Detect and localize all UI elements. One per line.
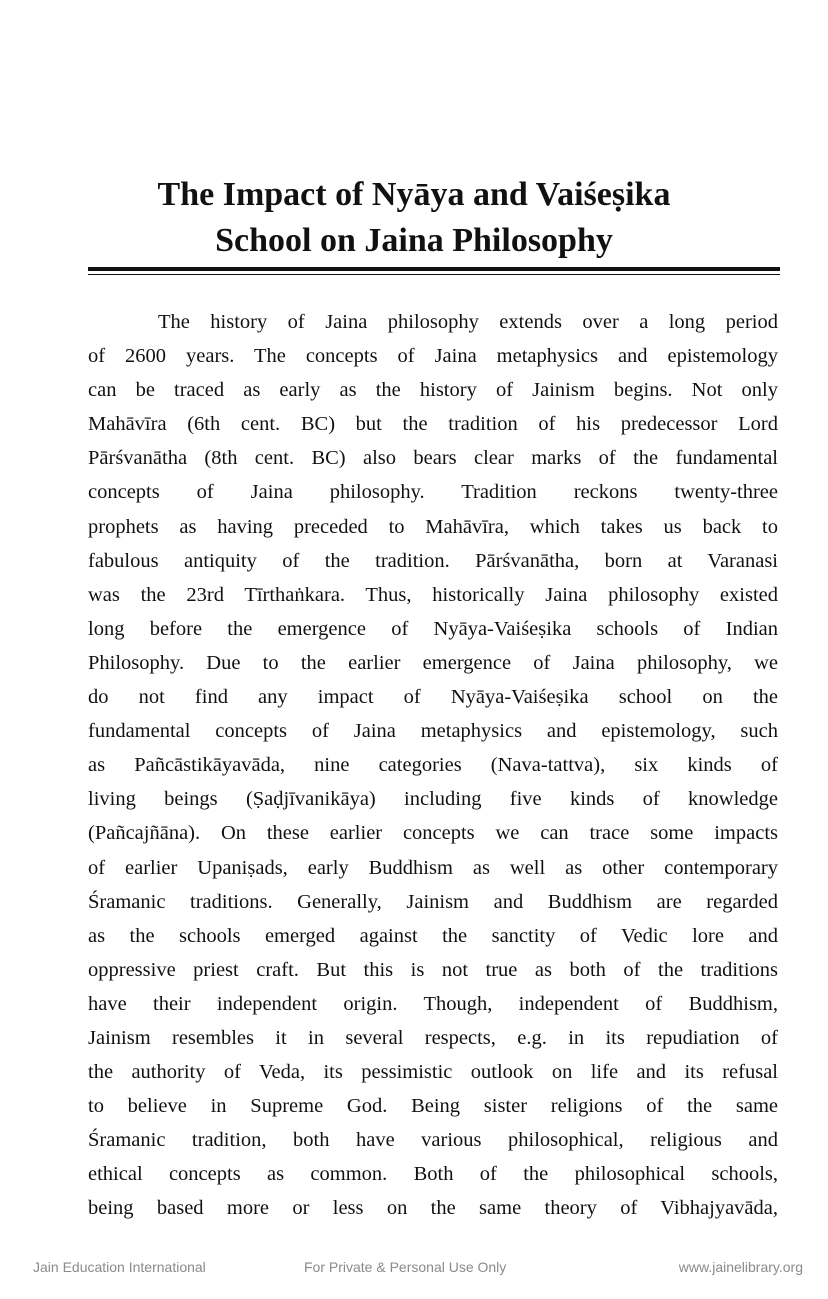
text-line: oppressive priest craft. But this is not true as both of the traditions xyxy=(88,958,778,981)
title-rule-thick xyxy=(88,267,780,271)
page-footer xyxy=(0,1259,828,1279)
text-line: to believe in Supreme God. Being sister religions of the same xyxy=(88,1095,778,1118)
footer-usage-note: For Private & Personal Use Only xyxy=(304,1259,507,1275)
text-line: Mahāvīra (6th cent. BC) but the tradition of his predecessor Lord xyxy=(88,413,778,436)
text-line: of 2600 years. The concepts of Jaina metaphysics and epistemology xyxy=(88,345,778,368)
text-line: fabulous antiquity of the tradition. Pārśvanātha, born at Varanasi xyxy=(88,549,778,572)
text-line: as the schools emerged against the sanctity of Vedic lore and xyxy=(88,924,778,947)
text-line: long before the emergence of Nyāya-Vaiśeṣika schools of Indian xyxy=(88,617,778,640)
text-line: Jainism resembles it in several respects, e.g. in its repudiation of xyxy=(88,1026,778,1049)
title-line-1: The Impact of Nyāya and Vaiśeṣika xyxy=(157,176,671,213)
text-line: Pārśvanātha (8th cent. BC) also bears clear marks of the fundamental xyxy=(88,447,778,470)
text-line: Philosophy. Due to the earlier emergence of Jaina philosophy, we xyxy=(88,651,778,674)
body-paragraph xyxy=(88,305,778,1226)
page-title xyxy=(0,172,828,264)
text-line: have their independent origin. Though, independent of Buddhism, xyxy=(88,992,778,1015)
footer-publisher: Jain Education International xyxy=(33,1259,206,1275)
text-line: The history of Jaina philosophy extends over a long period xyxy=(158,311,778,333)
text-line: Śramanic tradition, both have various philosophical, religious and xyxy=(88,1129,778,1152)
text-line: of earlier Upaniṣads, early Buddhism as well as other contemporary xyxy=(88,856,778,879)
text-line: Śramanic traditions. Generally, Jainism and Buddhism are regarded xyxy=(88,890,778,913)
text-line: living beings (Ṣaḍjīvanikāya) including five kinds of knowledge xyxy=(88,788,778,811)
text-line: ethical concepts as common. Both of the philosophical schools, xyxy=(88,1163,778,1186)
text-line: being based more or less on the same theory of Vibhajyavāda, xyxy=(88,1197,778,1220)
footer-website-link[interactable]: www.jainelibrary.org xyxy=(678,1259,803,1275)
title-rule-thin xyxy=(88,274,780,275)
text-line: was the 23rd Tīrthaṅkara. Thus, historically Jaina philosophy existed xyxy=(88,583,778,606)
text-line: do not find any impact of Nyāya-Vaiśeṣika school on the xyxy=(88,686,778,709)
text-line: as Pañcāstikāyavāda, nine categories (Nava-tattva), six kinds of xyxy=(88,754,778,777)
text-line: the authority of Veda, its pessimistic outlook on life and its refusal xyxy=(88,1061,778,1084)
text-line: prophets as having preceded to Mahāvīra, which takes us back to xyxy=(88,515,778,538)
text-line: concepts of Jaina philosophy. Tradition reckons twenty-three xyxy=(88,481,778,504)
text-line: (Pañcajñāna). On these earlier concepts we can trace some impacts xyxy=(88,822,778,845)
text-line: can be traced as early as the history of Jainism begins. Not only xyxy=(88,379,778,402)
text-line: fundamental concepts of Jaina metaphysics and epistemology, such xyxy=(88,720,778,743)
title-line-2: School on Jaina Philosophy xyxy=(215,222,613,259)
